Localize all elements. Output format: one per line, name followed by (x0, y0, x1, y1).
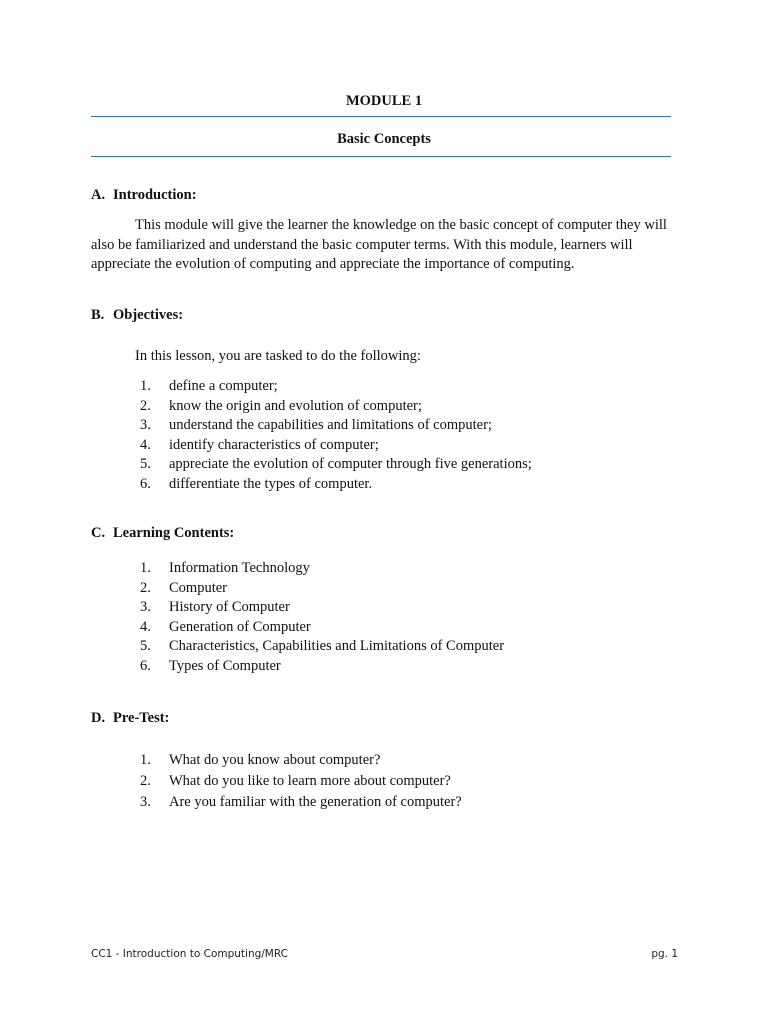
introduction-paragraph: This module will give the learner the knowledge on the basic concept of computer they will also be familiarized and understand the basic computer terms. With this module, learners will appreciate the evolution of computing and appreciate the importance of computing. (91, 217, 667, 272)
list-item-number: 6. (140, 657, 151, 674)
list-item-number: 4. (140, 618, 151, 635)
list-item-text: identify characteristics of computer; (169, 436, 379, 453)
title-rule-bottom (91, 156, 671, 157)
pretest-heading-text: Pre-Test: (113, 710, 170, 726)
list-item (140, 436, 532, 456)
list-item-text: Types of Computer (169, 657, 281, 674)
learning-contents-heading (91, 525, 234, 542)
list-item (140, 637, 504, 657)
list-item-text: Generation of Computer (169, 618, 311, 635)
objectives-heading (91, 307, 183, 324)
list-item (140, 475, 532, 495)
list-item (140, 377, 532, 397)
list-item (140, 657, 504, 677)
list-item-number: 2. (140, 773, 151, 789)
list-item-number: 3. (140, 417, 151, 433)
list-item-text: Computer (169, 579, 227, 596)
pretest-list (140, 750, 462, 813)
list-item-number: 2. (140, 579, 151, 596)
list-item (140, 618, 504, 638)
list-item-number: 3. (140, 794, 151, 810)
list-item-text: What do you like to learn more about computer? (169, 773, 451, 789)
learning-contents-letter: C. (91, 525, 106, 541)
list-item-text: appreciate the evolution of computer through five generations; (169, 456, 532, 472)
list-item (140, 598, 504, 618)
list-item (140, 750, 462, 771)
list-item-number: 3. (140, 599, 151, 615)
footer-course-label: CC1 - Introduction to Computing/MRC (91, 948, 288, 960)
footer-page-number: pg. 1 (651, 948, 678, 960)
list-item-number: 1. (140, 378, 151, 394)
list-item-text: History of Computer (169, 599, 290, 615)
list-item (140, 455, 532, 475)
list-item-text: What do you know about computer? (169, 752, 381, 768)
introduction-letter: A. (91, 187, 106, 203)
list-item-number: 2. (140, 397, 151, 414)
list-item (140, 416, 532, 436)
introduction-heading-text: Introduction: (113, 187, 197, 203)
list-item-text: Characteristics, Capabilities and Limitations of Computer (169, 638, 505, 654)
objectives-list (140, 377, 532, 494)
introduction-heading (91, 187, 197, 204)
list-item (140, 397, 532, 417)
list-item (140, 579, 504, 599)
list-item-number: 5. (140, 638, 151, 654)
list-item-text: define a computer; (169, 378, 278, 394)
list-item-text: Information Technology (169, 560, 310, 576)
title-rule-top (91, 116, 671, 117)
list-item-text: know the origin and evolution of computer; (169, 397, 422, 414)
pretest-heading (91, 710, 169, 727)
learning-contents-heading-text: Learning Contents: (113, 525, 235, 541)
list-item-number: 1. (140, 560, 151, 576)
module-subtitle: Basic Concepts (337, 131, 431, 147)
list-item (140, 792, 462, 813)
pretest-letter: D. (91, 710, 106, 726)
objectives-heading-text: Objectives: (113, 307, 184, 323)
list-item-number: 6. (140, 475, 151, 492)
list-item-text: Are you familiar with the generation of computer? (169, 794, 462, 810)
objectives-letter: B. (91, 307, 105, 323)
objectives-lead: In this lesson, you are tasked to do the following: (135, 348, 421, 364)
list-item-number: 4. (140, 436, 151, 453)
list-item-text: understand the capabilities and limitations of computer; (169, 417, 492, 433)
list-item-number: 1. (140, 752, 151, 768)
list-item (140, 559, 504, 579)
list-item-number: 5. (140, 456, 151, 472)
learning-contents-list (140, 559, 504, 676)
list-item (140, 771, 462, 792)
module-title: MODULE 1 (345, 93, 423, 109)
list-item-text: differentiate the types of computer. (169, 475, 373, 492)
